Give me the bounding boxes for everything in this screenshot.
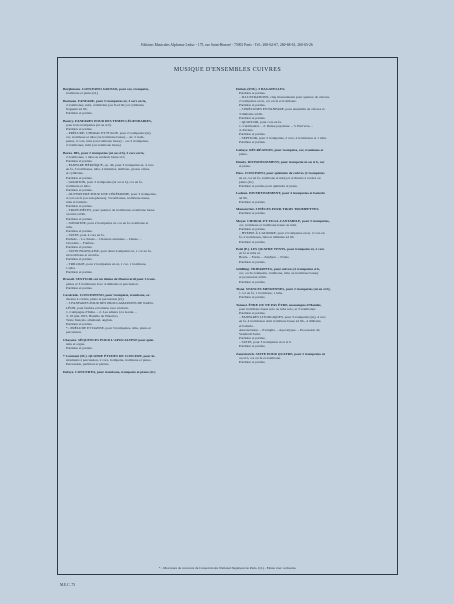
catalog-entry <box>236 287 386 299</box>
entry-line: piano. <box>239 152 248 156</box>
entry-line: piano (O.) <box>239 179 254 184</box>
entry-line: 1 tuba. <box>66 265 76 270</box>
entry-line: Choralée. – Fanfare. <box>66 241 95 246</box>
catalog-entry <box>236 219 386 244</box>
entry-line: ad lib. <box>239 195 248 200</box>
entry-line: 2 trombones, tuba, 4 timbales (ou 8 ad lib.) et cymbales <box>66 102 144 107</box>
entry-heading: Houdy. DIVERTISSEMENT, pour trompette ut ou si b, cor <box>236 159 325 164</box>
catalog-entry <box>236 247 386 263</box>
entry-line: Partition et parties. <box>66 204 93 209</box>
entry-heading: Castérède. CONCERTINO, pour trompette, trombone, or- <box>63 293 151 298</box>
catalog-entry <box>63 293 213 334</box>
entry-line: fa, 2 trombones, tuba et timbales ad lib. <box>239 235 295 240</box>
entry-line: Partition et parties. <box>66 228 93 233</box>
entry-heading: * Constant (M.). QUATRE ÉTUDES DE CONCERT, pour in- <box>63 353 156 358</box>
entry-line: Partition et parties. <box>239 199 266 204</box>
entry-line: Partition et parties. <box>66 285 93 290</box>
entry-line: 1. Cérémonial. – 2. Danse paysanne. – 3. Entr'acte. – <box>239 123 314 128</box>
entry-heading: Boutry. FANFARES POUR DES TEMPS LÉGENDAIRES, <box>63 118 152 123</box>
entry-line: – PRÉLUDE, CHORAL ET FUGUE, pour 2 trompettes (ut), <box>66 131 152 136</box>
entry-line: – SUITE FRANÇAISE, pour deux trompettes ut, 1 cor en fa, <box>66 249 152 254</box>
entry-line: percussion. <box>66 330 82 335</box>
catalog-entry <box>63 87 213 95</box>
entry-line: – SUITE, pour 4 cors en fa. <box>66 232 105 237</box>
entry-heading: Gabaye. RÉCRÉATION, pour trompette, cor, trombone et <box>236 147 324 152</box>
catalog-entry <box>63 338 213 350</box>
catalog-entry <box>63 354 213 366</box>
catalog-entry <box>236 267 386 283</box>
entry-line: 2 trombones, 1 tuba ou saxhorn basse si b. <box>66 155 126 160</box>
entry-line: et batterie. <box>239 323 254 328</box>
entry-heading: Dubois (P.M.). 5 BAGATELLES. <box>236 87 286 91</box>
catalog-entry <box>236 352 386 364</box>
entry-line: en fa et tuba ut. <box>239 251 261 256</box>
catalog-entry <box>236 303 386 348</box>
entry-line: ou si b, cor en fa et trombone. <box>239 355 281 360</box>
catalog-entry <box>63 99 213 115</box>
entry-line: pour trombone basse solo ou tuba solo, et 3 trombones <box>239 307 316 312</box>
entry-line: 3. 18 juin 1815, Bataille de Waterloo. <box>66 313 119 318</box>
catalog-entry <box>63 151 213 274</box>
entry-line: pour trois trompettes (ut ou si b) <box>66 122 112 127</box>
entry-heading: Tomasi. ÊTRE OU NE PAS ÊTRE, monologue d'Hamlet, <box>236 303 322 308</box>
entry-line: Partition et parties. <box>239 211 266 216</box>
entry-line: Partition et parties. <box>239 259 266 264</box>
entry-heading: Defaye. CONCERTO, pour trombone, trompette et piano (O.) <box>63 369 156 374</box>
entry-line: 4 cors en fa (ou saxophones), 3 trombones, trombone-basse, <box>66 196 151 201</box>
entry-line: et cymbales. <box>66 171 84 176</box>
entry-line: tuba et batterie. <box>66 200 88 205</box>
entry-line: Vendredi Saint. <box>239 331 261 336</box>
entry-line: – SONATINE, pour 2 trompettes ut, cor en fa, trombone et <box>66 220 149 225</box>
entry-line: Percussion, partition et parties. <box>66 361 110 366</box>
entry-line: Annonciation. – Evangile. – Apocalypse. – Procession du <box>239 327 320 332</box>
catalog-entry <box>236 160 386 168</box>
entry-line: – 3 FANFARES POUR DES PROCLAMATIONS DE NAPO- <box>66 301 154 306</box>
entry-line: – TROIS PIÈCES, pour quatuor de trombones, trombone basse <box>66 208 155 213</box>
entry-line: Partition et parties. <box>66 245 93 250</box>
catalog-code: M.E.C. 73 <box>60 583 75 587</box>
entry-line: Partition et parties pour quintette et piano. <box>239 183 298 188</box>
entry-line: 2 trombones, tuba (ou trombone basse) <box>66 143 121 148</box>
catalog-entry <box>236 171 386 187</box>
entry-line: – FANFARE HÉROÏQUE, op. 46, pour 3 trompettes ut, 4 cors <box>66 163 154 168</box>
entry-line: struments à percussion, 2 cors, trompette, trombone et piano. <box>66 357 152 362</box>
entry-line: Partition et parties. <box>66 159 93 164</box>
entry-line: Partition et parties. <box>239 140 266 145</box>
catalog-entry <box>236 148 386 156</box>
entry-heading: Manouvrier. 3 PIÈCES POUR TROIS TROMPETTES. <box>236 207 320 212</box>
entry-line: – OUVERTURE POUR UNE CÉRÉMONIE, pour 3 trompettes, <box>66 191 157 196</box>
entry-line: – SEPTUOR, pour 2 trompettes, 2 cors, 2 trombones et 1 tuba. <box>239 136 327 141</box>
entry-line: 2 trompettes en ut, cor en fa et trombone. <box>239 99 297 104</box>
entry-line: Partition et parties. <box>239 359 266 364</box>
entry-heading: Bozza. BIS, pour 2 trompettes (ut ou si b), 2 cors en fa, <box>63 151 145 155</box>
entry-heading: Meyer. CHORAL ET FUGA-CANTABILE, pour 3 trompettes, <box>236 219 330 224</box>
entry-heading: Chayeux. SÉQUENCES POUR L'APOCALYPSE pour quin- <box>63 337 155 342</box>
entry-line: Partition et parties. <box>239 344 266 348</box>
catalog-entry <box>236 87 386 144</box>
entry-line: pettes, 2 cors, tuba (ou trombone basse) – ou: 2 trompettes, <box>66 139 149 144</box>
entry-line: un trombone et un tuba. <box>66 253 100 258</box>
entry-line: Prélude. – La chasse. – Chanson ancienne. – Danse. – <box>66 236 142 241</box>
entry-line: cor, ou 3e trompette, trombone, tuba ou trombone basse) <box>239 271 319 276</box>
entry-line: Texte français, allemand, anglais. <box>66 317 113 322</box>
entry-heading: Bracali. SEXTUOR sur un thème de Monteverdi pour 3 trom- <box>63 277 156 282</box>
entry-line: Partition et parties. <box>239 279 266 284</box>
entry-line: Partition et parties. <box>239 239 266 244</box>
entry-line: *– PRÉLUDE ET DANSE, pour 3 trompettes, tuba, piano et <box>66 326 151 331</box>
entry-line: tette et orgue. <box>66 341 86 346</box>
entry-line: – QUATUOR, pour cors en fa. <box>239 119 282 124</box>
entry-line: – GIRATION, pour 2 trompettes (ut ou si b), cor en fa, <box>66 179 143 184</box>
entry-line: 3 timbales ad lib. <box>239 111 264 116</box>
entry-line: en fa, 4 trombones dont trombone basse ad lib., 4 timbales <box>239 319 321 324</box>
entry-line: Partition et parties. <box>66 187 93 192</box>
entry-line: pettes et 3 trombones avec 4 timbales et percussion. <box>66 281 139 286</box>
catalog-entry <box>236 207 386 215</box>
catalog-title: MUSIQUE D'ENSEMBLES CUIVRES <box>173 67 282 73</box>
entry-line: Partition et parties. <box>239 103 266 108</box>
entry-line: Partition et parties. <box>66 216 93 221</box>
entry-line: en fa, 3 trombones, tuba, 4 timbales, tambour, grosse caisse <box>66 167 150 172</box>
entry-line: Partition et parties. <box>66 346 93 350</box>
entry-line: cor, trombone et tuba (ou trombone basse) – ou: 2 trom- <box>66 135 145 140</box>
entry-line: Partition et parties. <box>66 269 93 274</box>
entry-line: et percussion ad lib. <box>239 275 267 280</box>
entry-line: – HYMNE À L'AURORE, pour 2 trompettes en ut, 2 cors en <box>239 231 325 236</box>
entry-line: Partition et parties. <box>239 335 266 340</box>
entry-line: Partition et parties. <box>66 111 93 116</box>
entry-line: en ut, cor en fa, trombone et tuba) et orchestre à cordes ou <box>239 175 321 180</box>
entry-line: trombone et piano (O.) <box>66 91 99 96</box>
entry-line: Partition et parties. <box>239 132 266 137</box>
entry-line: Borée. – Eurus. – Zéphyre. – Notus. <box>239 255 290 260</box>
publisher-header: Editions Musicales Alphonse Leduc - 175, rue Saint-Honoré - 75001 Paris - Tél.: 260-62-67, 260-68-61, 260-65-26 <box>141 43 313 47</box>
entry-heading: Petit (P.). LES QUATRE VENTS, pour trompette ut, 2 cors <box>236 247 325 252</box>
right-column <box>236 87 386 368</box>
entry-heading: Berghmans. CONCERTO GROSSO, pour cor, trompette, <box>63 87 149 91</box>
entry-line: Partition et parties. <box>239 91 266 96</box>
entry-line: – SUITE, pour 3 trompettes ut et si b. <box>239 339 292 344</box>
entry-line: 1 cor en fa, 1 trombone, 1 tuba. <box>239 291 283 296</box>
entry-line: LÉON, pour fanfare et batterie avec récitant. <box>66 305 129 310</box>
entry-line: Partition et parties. <box>66 126 93 131</box>
entry-line: et piano. <box>239 163 252 168</box>
entry-line: Partition et parties. <box>66 257 93 262</box>
entry-heading: Tisné. STANCES MINOENNES, pour 2 trompettes (ut ou si b), <box>236 287 331 292</box>
entry-line: Partition et parties. <box>239 227 266 232</box>
entry-line: tuba. <box>66 224 73 229</box>
catalog-entry <box>236 191 386 203</box>
entry-line: Partition et parties. <box>66 175 93 180</box>
entry-line: cor, trombone et trombone-basse ou tuba. <box>239 223 298 228</box>
entry-heading: Lodéon. DIVERTISSEMENT, pour 4 trompettes et batterie <box>236 191 325 196</box>
entry-line: – ILLUSTRATIONS, cinq mouvements pour quatuor de cuivres, <box>239 95 330 100</box>
entry-line: – 3 PRÉLUDES EN FANFARE, pour ensemble de cuivres et <box>239 107 325 112</box>
entry-line: Partition et parties. <box>239 311 266 316</box>
entry-line: 4. Pavane. <box>239 127 254 132</box>
entry-line: Partition et parties. <box>66 321 93 326</box>
entry-line: chestre à cordes, piano et percussion (O.) <box>66 297 124 302</box>
catalog-entry <box>63 277 213 289</box>
entry-line: 1. Campagne d'Italie. – 2. Les adieux à la Garde. – <box>66 309 137 314</box>
catalog-entry <box>63 370 213 374</box>
entry-line: – TRILOGIE, pour 2 trompettes en ut, 1 cor, 1 trombone, <box>66 261 147 266</box>
left-column <box>63 87 213 377</box>
entry-line: frappées ad lib. <box>66 106 88 111</box>
entry-heading: Hess. CONCERTO, pour quintette de cuivres (2 trompettes <box>236 171 325 176</box>
entry-heading: Zanettovich. SUITE POUR QUATRE, pour 2 trompettes ut <box>236 351 325 356</box>
entry-heading: Schilling. TRIPARTITA, pour cuivres (2 trompettes si b, <box>236 267 321 272</box>
entry-line: Partition et parties. <box>239 295 266 300</box>
entry-line: trombone et tuba. <box>66 183 91 188</box>
catalog-entry <box>63 119 213 148</box>
entry-line: Partition et parties. <box>239 115 266 120</box>
entry-heading: Bonneau. FANFARE, pour 3 trompettes ut, 3 cors en fa, <box>63 98 147 103</box>
entry-line: ou tuba ad lib. <box>66 212 87 217</box>
footnote: * - Morceaux de concours du Conservatoire National Supérieur de Paris. (O.) - Existe avec orchestre. <box>158 566 297 570</box>
entry-line: – FANFARES LITURGIQUES, pour 3 trompettes (ut), 4 cors <box>239 315 326 320</box>
